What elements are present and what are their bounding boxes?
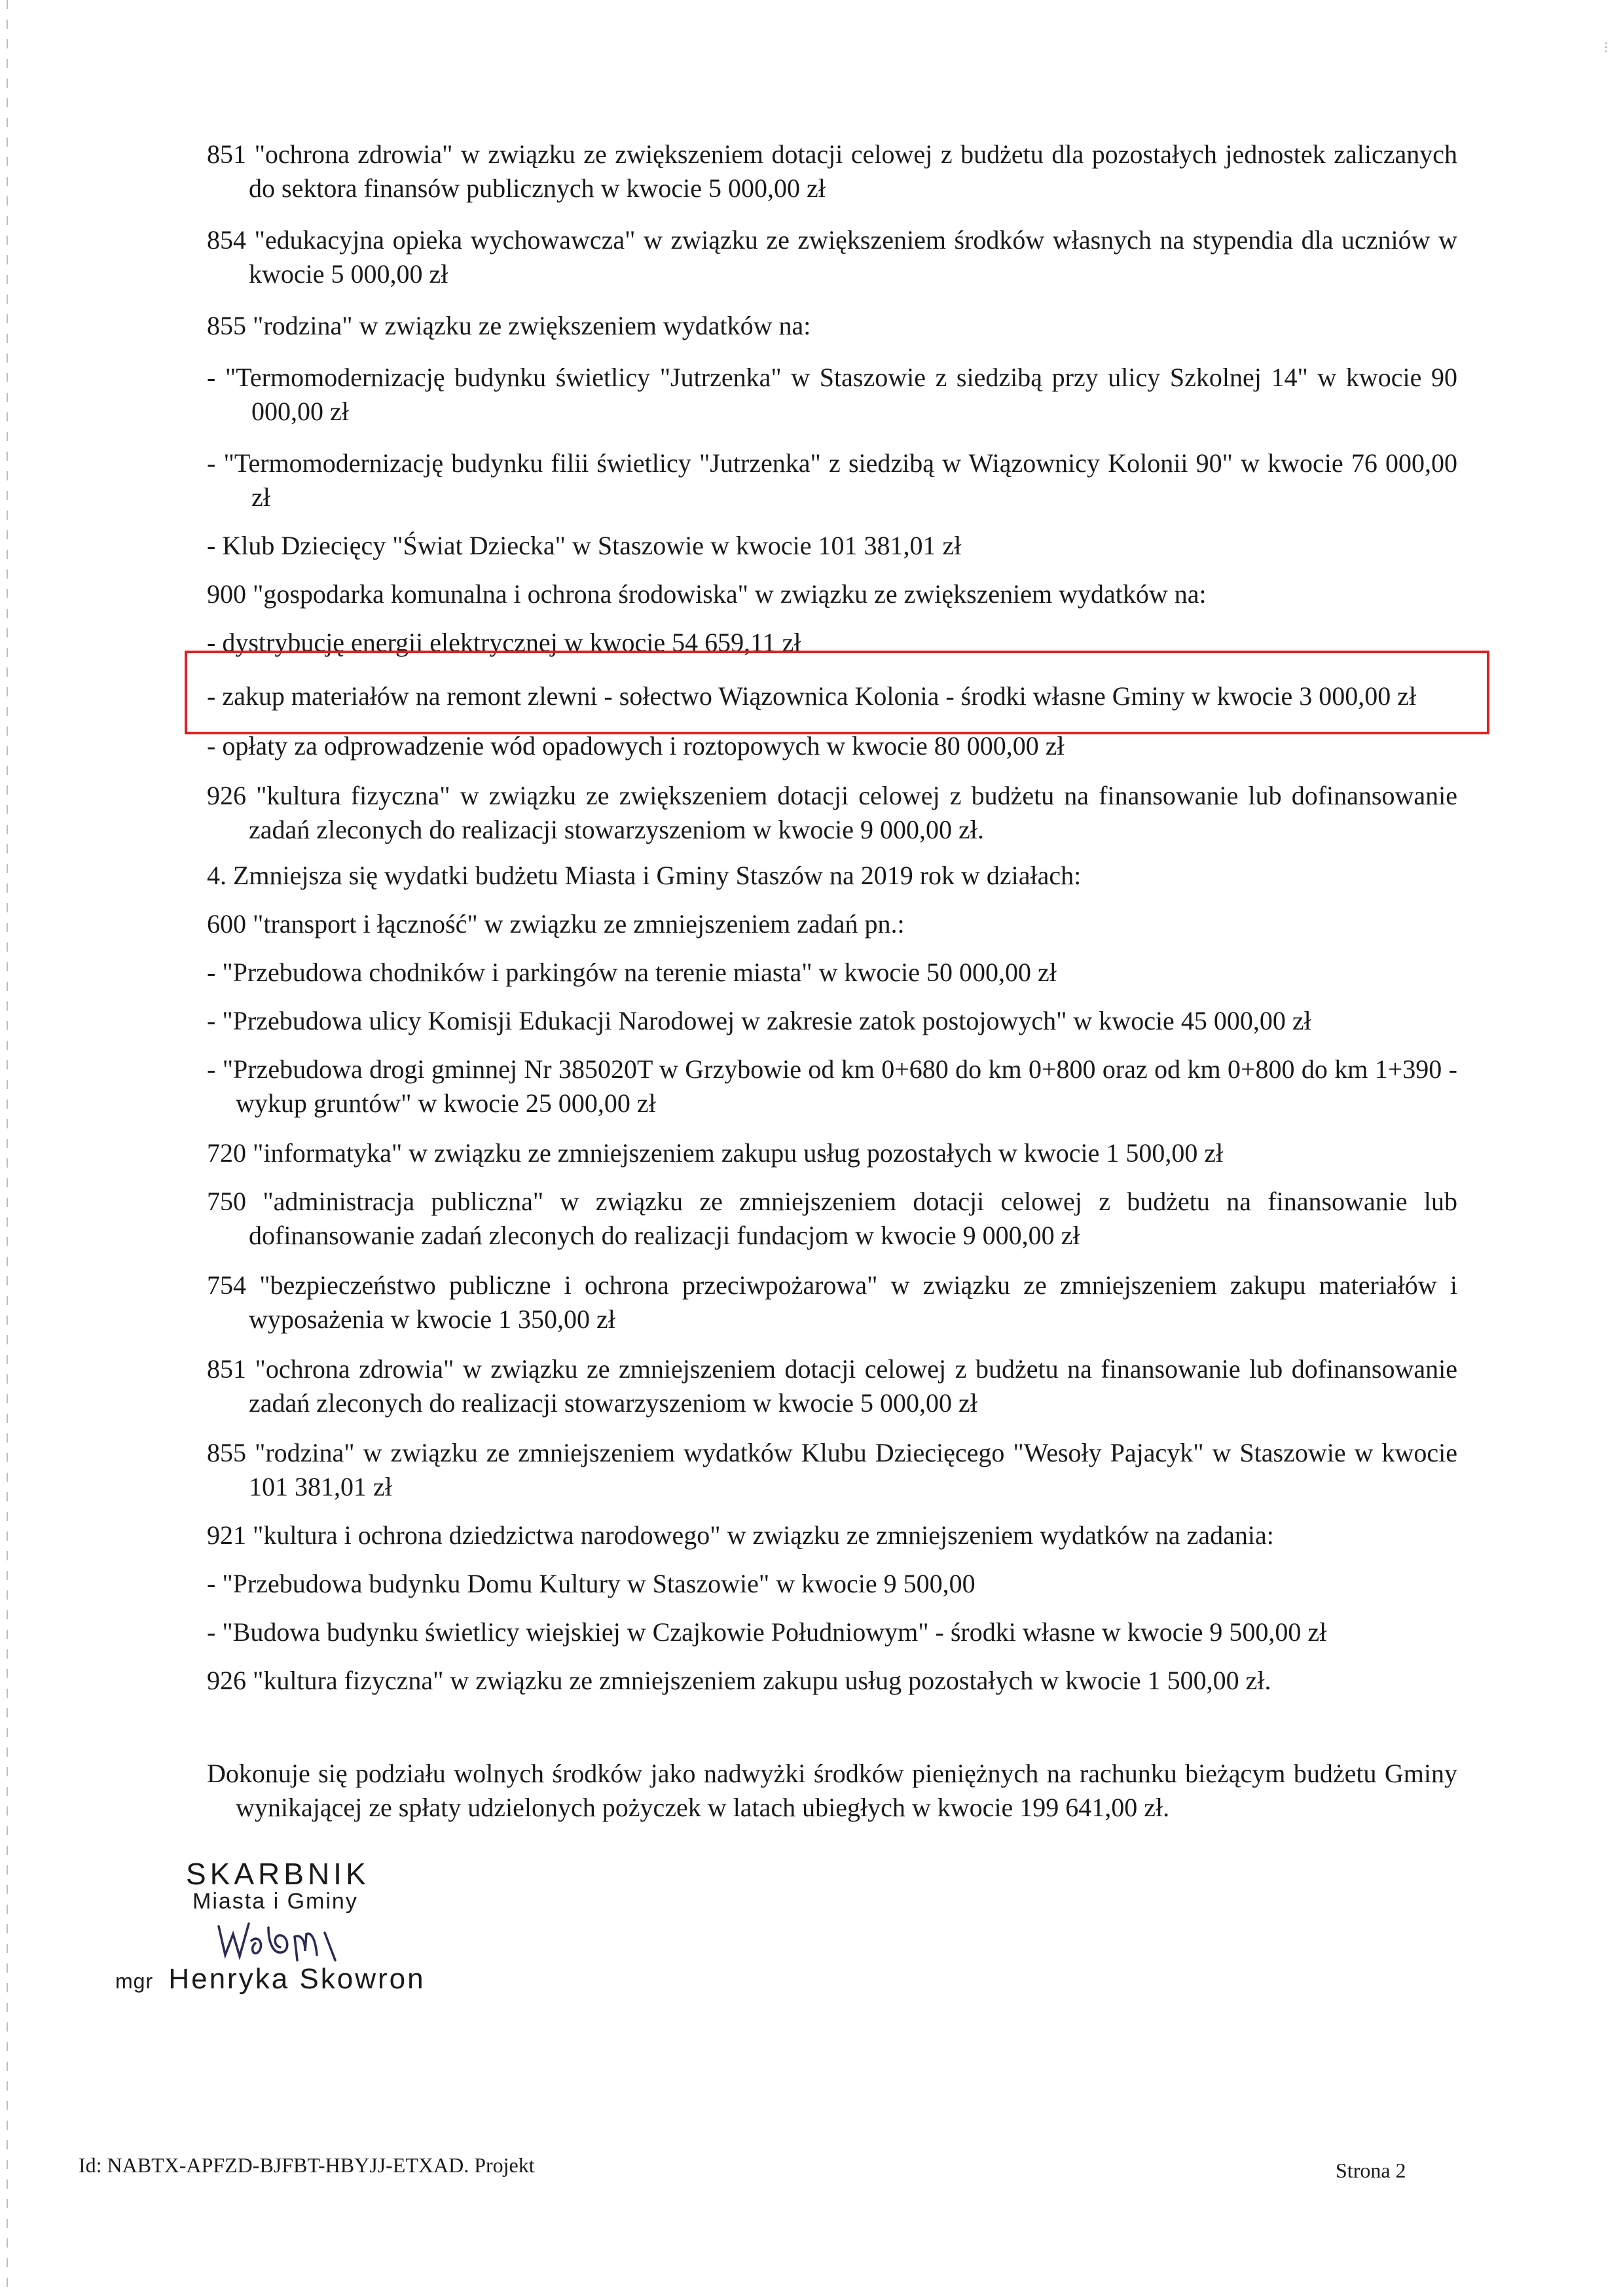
paragraph-921-decrease: 921 "kultura i ochrona dziedzictwa narodowego" w związku ze zmniejszeniem wydatków na zadania: bbox=[207, 1520, 1274, 1550]
closing-paragraph: Dokonuje się podziału wolnych środków jako nadwyżki środków pieniężnych na rachunku bieżącym budżetu Gminy wynikającej ze spłaty udzielonych pożyczek w latach ubiegłych w kwocie 199 641,00 zł. bbox=[207, 1759, 1457, 1822]
item-oplaty-wody-opadowe: - opłaty za odprowadzenie wód opadowych i roztopowych w kwocie 80 000,00 zł bbox=[207, 731, 1065, 761]
paragraph-851-increase: 851 "ochrona zdrowia" w związku ze zwiększeniem dotacji celowej z budżetu dla pozostałych jednostek zaliczanych do sektora finansów publicznych w kwocie 5 000,00 zł bbox=[207, 139, 1457, 203]
page-number: Strona 2 bbox=[1336, 2159, 1406, 2182]
paragraph-720-decrease: 720 "informatyka" w związku ze zmniejszeniem zakupu usług pozostałych w kwocie 1 500,00 zł bbox=[207, 1138, 1224, 1168]
scan-corner-mark: ⋮ bbox=[1600, 41, 1612, 54]
paragraph-855-decrease: 855 "rodzina" w związku ze zmniejszeniem wydatków Klubu Dziecięcego "Wesoły Pajacyk" w Staszowie w kwocie 101 381,01 zł bbox=[207, 1438, 1457, 1501]
document-body bbox=[207, 137, 1457, 1845]
item-przebudowa-chodnikow: - "Przebudowa chodników i parkingów na terenie miasta" w kwocie 50 000,00 zł bbox=[207, 958, 1057, 987]
paragraph-600-decrease: 600 "transport i łączność" w związku ze zmniejszeniem zadań pn.: bbox=[207, 909, 905, 939]
signature-block bbox=[115, 1856, 426, 1996]
item-przebudowa-domu-kultury: - "Przebudowa budynku Domu Kultury w Staszowie" w kwocie 9 500,00 bbox=[207, 1569, 976, 1598]
item-przebudowa-ulicy-ken: - "Przebudowa ulicy Komisji Edukacji Narodowej w zakresie zatok postojowych" w kwocie 45 000,00 zł bbox=[207, 1006, 1311, 1035]
item-termomodernizacja-filii: - "Termomodernizację budynku filii świetlicy "Jutrzenka" z siedzibą w Wiązownicy Kolonii 90" w kwocie 76 000,00 zł bbox=[207, 448, 1457, 512]
paragraph-854-increase: 854 "edukacyjna opieka wychowawcza" w związku ze zwiększeniem środków własnych na stypendia dla uczniów w kwocie 5 000,00 zł bbox=[207, 225, 1457, 289]
item-klub-swiat-dziecka: - Klub Dziecięcy "Świat Dziecka" w Staszowie w kwocie 101 381,01 zł bbox=[207, 531, 962, 560]
item-budowa-swietlicy-czajkow: - "Budowa budynku świetlicy wiejskiej w Czajkowie Południowym" - środki własne w kwocie 9 500,00 zł bbox=[207, 1617, 1327, 1647]
item-dystrybucja-energii: - dystrybucję energii elektrycznej w kwocie 54 659,11 zł bbox=[207, 628, 801, 657]
paragraph-851-decrease: 851 "ochrona zdrowia" w związku ze zmniejszeniem dotacji celowej z budżetu na finansowanie lub dofinansowanie zadań zleconych do realizacji stowarzyszeniom w kwocie 5 000,00 zł bbox=[207, 1354, 1457, 1418]
paragraph-750-decrease: 750 "administracja publiczna" w związku ze zmniejszeniem dotacji celowej z budżetu na finansowanie lub dofinansowanie zadań zleconych do realizacji fundacjom w kwocie 9 000,00 zł bbox=[207, 1187, 1457, 1250]
signatory-name-line bbox=[115, 1963, 426, 1996]
paragraph-855-increase: 855 "rodzina" w związku ze zwiększeniem wydatków na: bbox=[207, 311, 811, 340]
scan-edge-mark bbox=[7, 0, 8, 2296]
signatory-title: mgr bbox=[115, 1969, 154, 1993]
signatory-name: Henryka Skowron bbox=[168, 1963, 426, 1995]
document-id: Id: NABTX-APFZD-BJFBT-HBYJJ-ETXAD. Projekt bbox=[79, 2153, 535, 2177]
signature-subtitle: Miasta i Gminy bbox=[192, 1889, 358, 1914]
item-przebudowa-drogi-grzybow: - "Przebudowa drogi gminnej Nr 385020T w Grzybowie od km 0+680 do km 0+800 oraz od km 0+800 do km 1+390 - wykup gruntów" w kwocie 25 000,00 zł bbox=[207, 1054, 1457, 1118]
paragraph-754-decrease: 754 "bezpieczeństwo publiczne i ochrona przeciwpożarowa" w związku ze zmniejszeniem zakupu materiałów i wyposażenia w kwocie 1 350,00 zł bbox=[207, 1270, 1457, 1334]
signature-title: SKARBNIK bbox=[186, 1857, 370, 1891]
paragraph-926-increase: 926 "kultura fizyczna" w związku ze zwiększeniem dotacji celowej z budżetu na finansowanie lub dofinansowanie zadań zleconych do realizacji stowarzyszeniom w kwocie 9 000,00 zł. bbox=[207, 781, 1457, 844]
paragraph-926-decrease: 926 "kultura fizyczna" w związku ze zmniejszeniem zakupu usług pozostałych w kwocie 1 500,00 zł. bbox=[207, 1666, 1271, 1695]
item-zakup-materialow-highlighted: - zakup materiałów na remont zlewni - sołectwo Wiązownica Kolonia - środki własne Gminy w kwocie 3 000,00 zł bbox=[207, 681, 1417, 711]
section-4-heading: 4. Zmniejsza się wydatki budżetu Miasta i Gminy Staszów na 2019 rok w działach: bbox=[207, 861, 1082, 890]
handwritten-signature bbox=[213, 1914, 371, 1967]
item-termomodernizacja-jutrzenka: - "Termomodernizację budynku świetlicy "Jutrzenka" w Staszowie z siedzibą przy ulicy Szkolnej 14" w kwocie 90 000,00 zł bbox=[207, 363, 1457, 426]
highlight-box bbox=[185, 651, 1489, 734]
paragraph-900-increase: 900 "gospodarka komunalna i ochrona środowiska" w związku ze zwiększeniem wydatków na: bbox=[207, 579, 1207, 609]
